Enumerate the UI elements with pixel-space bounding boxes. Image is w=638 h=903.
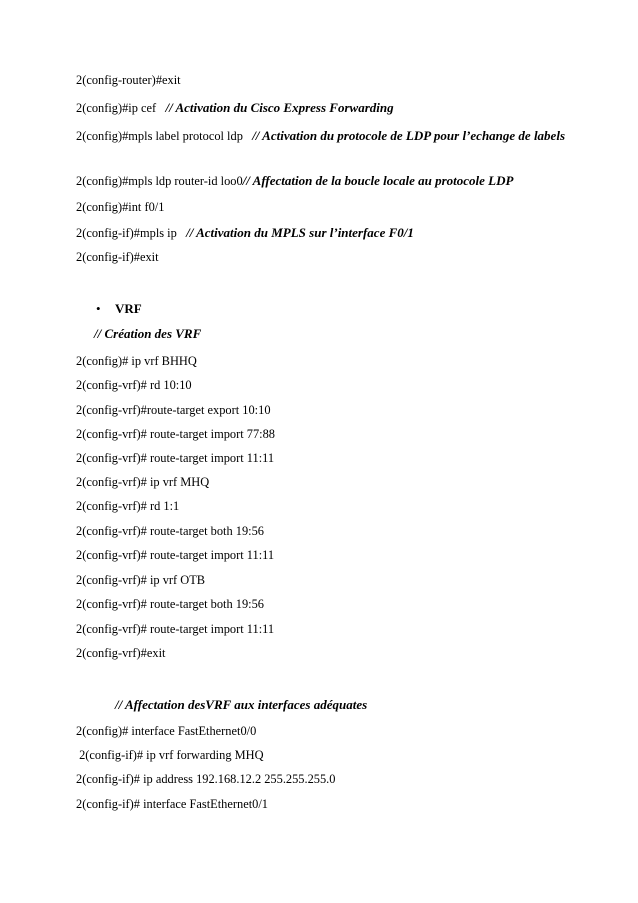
command-text: 2(config)# interface FastEthernet0/0 [76, 724, 257, 738]
command-text: 2(config-vrf)#exit [76, 646, 166, 660]
command-text: 2(config-vrf)# ip vrf OTB [76, 573, 206, 587]
command-text: 2(config-if)# interface FastEthernet0/1 [76, 797, 268, 811]
command-text: 2(config-vrf)# rd 10:10 [76, 378, 192, 392]
config-line [76, 73, 181, 88]
config-line [76, 475, 209, 490]
command-text: 2(config-router)#exit [76, 73, 181, 87]
command-text: 2(config-vrf)# route-target import 77:88 [76, 427, 275, 441]
command-text: 2(config-vrf)# route-target import 11:11 [76, 548, 275, 562]
command-text: 2(config-vrf)# route-target import 11:11 [76, 451, 275, 465]
config-line [76, 225, 414, 241]
config-line [76, 548, 274, 563]
command-text: 2(config-vrf)# route-target both 19:56 [76, 524, 264, 538]
config-line [76, 646, 165, 661]
command-text: 2(config-vrf)#route-target export 10:10 [76, 403, 271, 417]
config-line [76, 451, 274, 466]
command-text: 2(config-if)# ip address 192.168.12.2 255.255.255.0 [76, 772, 336, 786]
config-line [76, 354, 197, 369]
section-title: VRF [115, 301, 142, 316]
config-line [76, 173, 513, 189]
section-comment [94, 326, 201, 342]
command-text: 2(config-vrf)# rd 1:1 [76, 499, 180, 513]
command-text: 2(config-if)#mpls ip [76, 226, 187, 240]
config-line [76, 524, 264, 539]
config-line [76, 597, 264, 612]
comment-text: // Activation du Cisco Express Forwarding [165, 100, 394, 115]
config-line [76, 126, 566, 146]
command-text: 2(config-vrf)# ip vrf MHQ [76, 475, 210, 489]
config-line [76, 573, 205, 588]
config-line [76, 403, 271, 418]
comment-text: // Affectation de la boucle locale au protocole LDP [242, 173, 514, 188]
command-text: 2(config-if)#exit [76, 250, 159, 264]
command-text: 2(config)#ip cef [76, 101, 166, 115]
config-line [76, 622, 274, 637]
comment-text: // Affectation desVRF aux interfaces adéquates [115, 697, 368, 712]
config-line [76, 100, 394, 116]
config-line [76, 200, 164, 215]
comment-text: // Activation du MPLS sur l’interface F0/1 [186, 225, 414, 240]
config-line [76, 427, 275, 442]
command-text: 2(config-if)# ip vrf forwarding MHQ [76, 748, 264, 762]
section-comment [115, 697, 367, 713]
command-text: 2(config)# ip vrf BHHQ [76, 354, 197, 368]
config-line [76, 748, 264, 763]
config-line [76, 797, 268, 812]
command-text: 2(config)#mpls ldp router-id loo0 [76, 174, 243, 188]
bullet-icon: • [96, 301, 101, 316]
command-text: 2(config)#mpls label protocol ldp [76, 129, 253, 143]
config-line [76, 499, 179, 514]
command-text: 2(config-vrf)# route-target both 19:56 [76, 597, 264, 611]
config-line [76, 772, 335, 787]
config-line [76, 724, 256, 739]
command-text: 2(config)#int f0/1 [76, 200, 165, 214]
config-line [76, 250, 159, 265]
comment-text: // Activation du protocole de LDP pour l’echange de labels [252, 128, 565, 143]
comment-text: // Création des VRF [94, 326, 202, 341]
command-text: 2(config-vrf)# route-target import 11:11 [76, 622, 275, 636]
config-line [76, 378, 192, 393]
